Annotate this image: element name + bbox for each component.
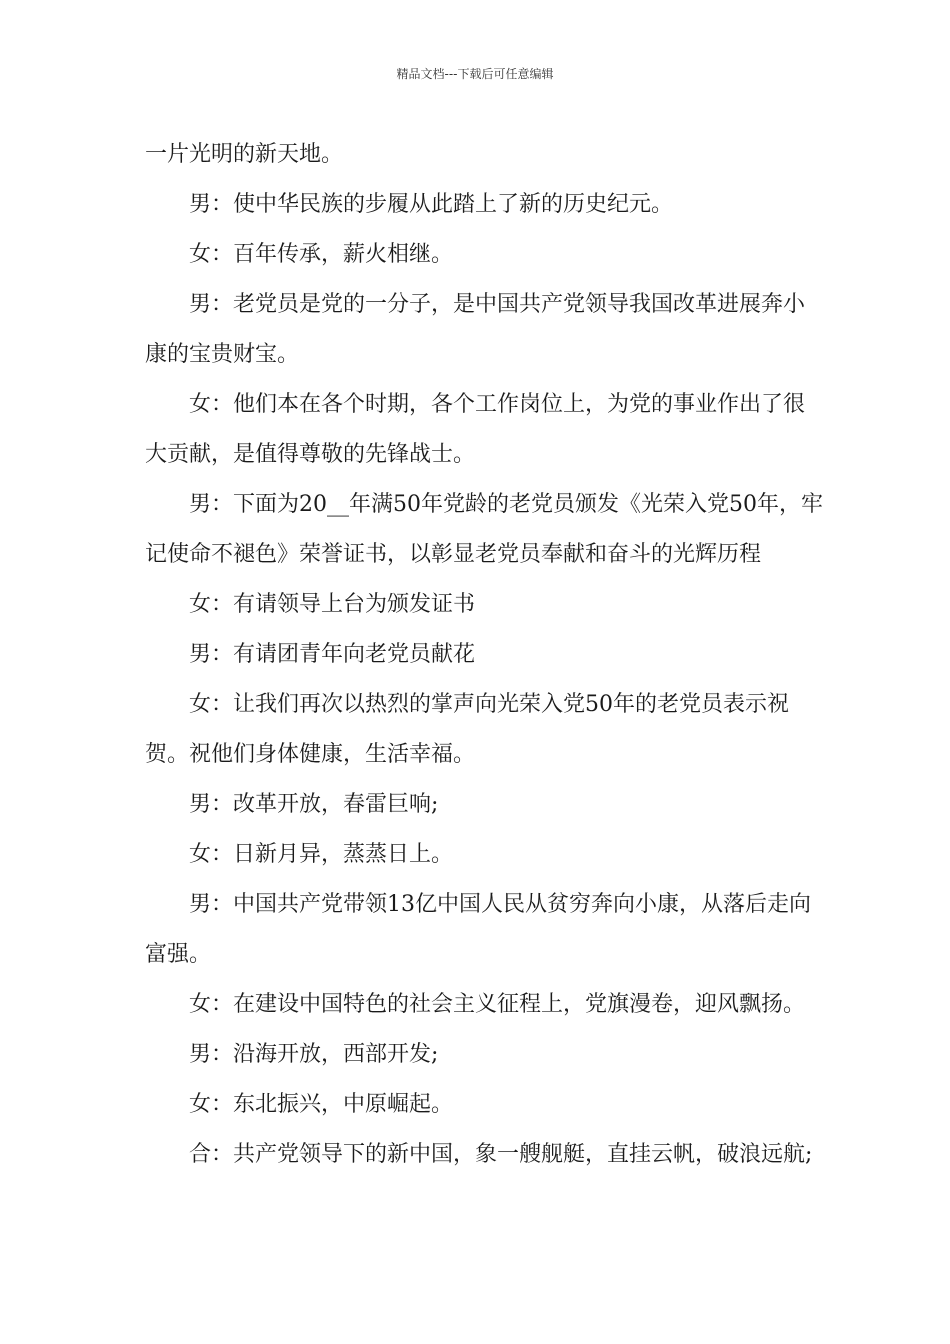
paragraph: 男：有请团青年向老党员献花 (189, 642, 476, 667)
paragraph: 女：在建设中国特色的社会主义征程上，党旗漫卷，迎风飘扬。 (189, 992, 806, 1017)
paragraph: 女：他们本在各个时期，各个工作岗位上，为党的事业作出了很大贡献，是值得尊敬的先锋战士。 (145, 392, 806, 467)
paragraph: 男：使中华民族的步履从此踏上了新的历史纪元。 (189, 192, 674, 217)
paragraph: 男：中国共产党带领13亿中国人民从贫穷奔向小康，从落后走向富强。 (145, 892, 811, 967)
paragraph: 男：下面为20__年满50年党龄的老党员颁发《光荣入党50年，牢记使命不褪色》荣誉证书，以彰显老党员奉献和奋斗的光辉历程 (145, 492, 823, 567)
paragraph: 男：沿海开放，西部开发; (189, 1042, 439, 1067)
paragraph: 女：让我们再次以热烈的掌声向光荣入党50年的老党员表示祝贺。祝他们身体健康，生活幸福。 (145, 692, 789, 767)
paragraph: 女：有请领导上台为颁发证书 (189, 592, 476, 617)
paragraph: 男：改革开放，春雷巨响; (189, 792, 439, 817)
paragraph: 一片光明的新天地。 (145, 142, 344, 167)
paragraph: 女：日新月异，蒸蒸日上。 (189, 842, 454, 867)
document-body (145, 130, 825, 1180)
page-header: 精品文档---下载后可任意编辑 (396, 67, 554, 81)
paragraph: 男：老党员是党的一分子，是中国共产党领导我国改革进展奔小康的宝贵财宝。 (145, 292, 806, 367)
paragraph: 女：百年传承，薪火相继。 (189, 242, 454, 267)
paragraph: 合：共产党领导下的新中国，象一艘舰艇，直挂云帆，破浪远航; (189, 1142, 813, 1167)
paragraph: 女：东北振兴，中原崛起。 (189, 1092, 454, 1117)
